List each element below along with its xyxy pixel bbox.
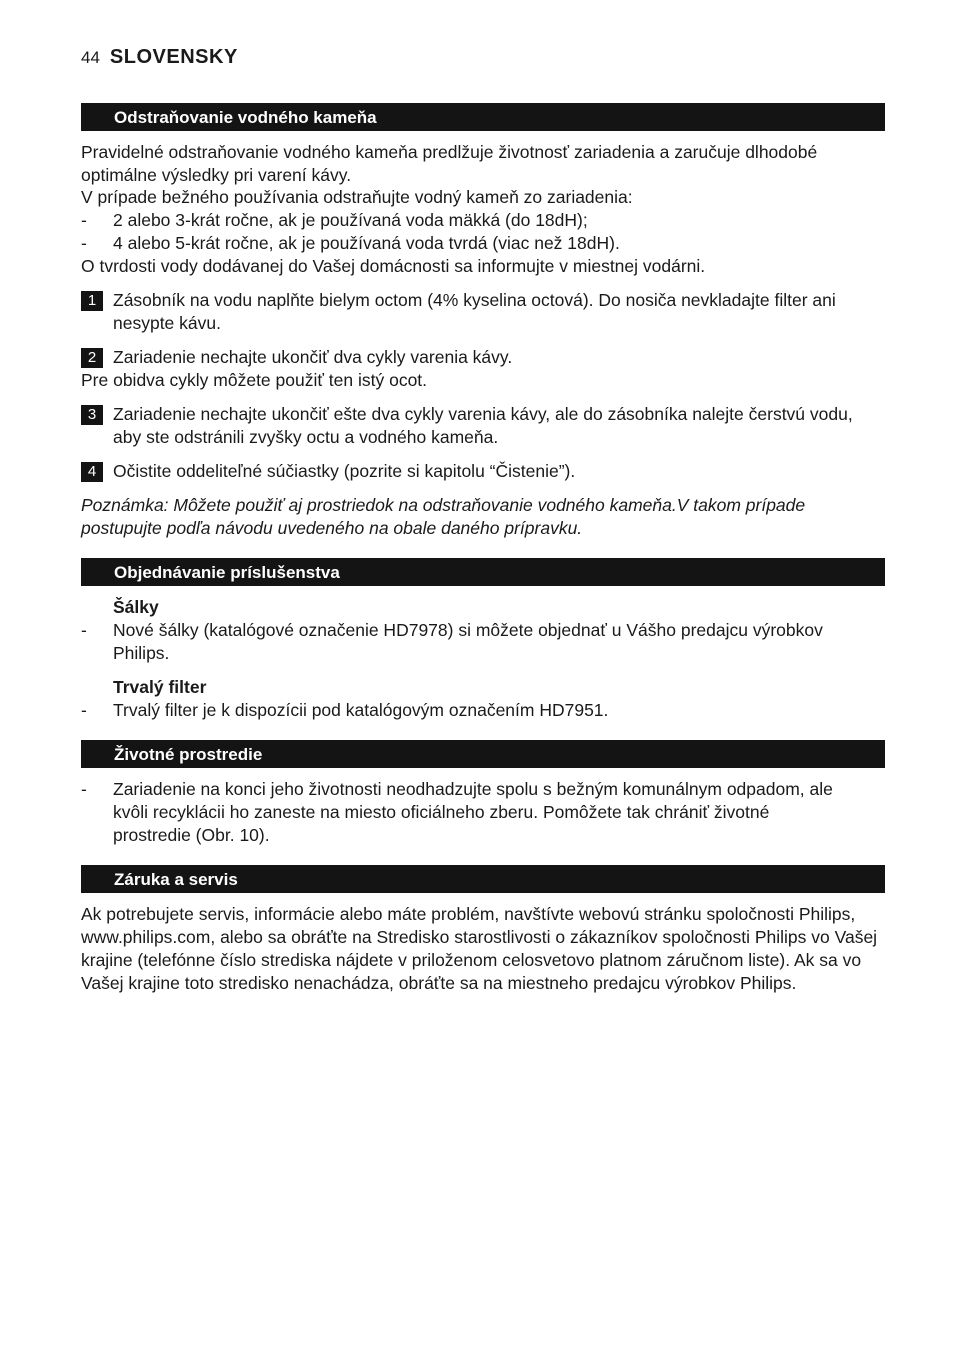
step-text: Zariadenie nechajte ukončiť ešte dva cykly varenia kávy, ale do zásobníka nalejte čerstvú vodu, aby ste odstránili zvyšky octu a vodného kameňa. <box>113 404 853 447</box>
list-item <box>81 699 891 722</box>
list-item <box>81 232 891 255</box>
step-number: 2 <box>81 348 103 368</box>
list-item-text: Nové šálky (katalógové označenie HD7978) si môžete objednať u Vášho predajcu výrobkov Philips. <box>113 620 823 663</box>
list-item <box>81 209 891 232</box>
warranty-text: Ak potrebujete servis, informácie alebo máte problém, navštívte webovú stránku spoločnosti Philips, www.philips.com, alebo sa obráťte na Stredisko starostlivosti o zákazníkov spoločnosti Philips vo Vašej krajine (telefónne číslo strediska nájdete v priloženom celosvetovo platnom záručnom liste). Ak sa vo Vašej krajine toto stredisko nenachádza, obráťte sa na miestneho predajcu výrobkov Philips. <box>81 904 878 993</box>
step-number: 1 <box>81 291 103 311</box>
step-number: 4 <box>81 462 103 482</box>
section-title-descaling: Odstraňovanie vodného kameňa <box>81 103 885 131</box>
list-item <box>81 619 871 665</box>
bullet-dash: - <box>81 620 87 640</box>
bullet-dash: - <box>81 210 87 230</box>
section-title-warranty: Záruka a servis <box>81 865 885 893</box>
step-text: Očistite oddeliteľné súčiastky (pozrite si kapitolu “Čistenie”). <box>113 461 576 481</box>
step-1 <box>81 289 891 335</box>
step-2 <box>81 346 891 369</box>
list-item-text: 4 alebo 5-krát ročne, ak je používaná voda tvrdá (viac než 18dH). <box>113 233 620 253</box>
step-text: Zásobník na vodu naplňte bielym octom (4% kyselina octová). Do nosiča nevkladajte filter ani nesypte kávu. <box>113 290 836 333</box>
descaling-note: Poznámka: Môžete použiť aj prostriedok na odstraňovanie vodného kameňa.V takom prípade postupujte podľa návodu uvedeného na obale daného prípravku. <box>81 495 806 538</box>
section-title-environment: Životné prostredie <box>81 740 885 768</box>
section-title-accessories: Objednávanie príslušenstva <box>81 558 885 586</box>
descaling-intro-3: O tvrdosti vody dodávanej do Vašej domácnosti sa informujte v miestnej vodárni. <box>81 256 706 276</box>
list-item-text: Trvalý filter je k dispozícii pod katalógovým označením HD7951. <box>113 700 609 720</box>
step-3 <box>81 403 891 449</box>
step-4 <box>81 460 891 483</box>
step-2-note: Pre obidva cykly môžete použiť ten istý ocot. <box>81 370 428 390</box>
bullet-dash: - <box>81 700 87 720</box>
language-heading: SLOVENSKY <box>109 46 238 68</box>
list-item-text: Zariadenie na konci jeho životnosti neodhadzujte spolu s bežným komunálnym odpadom, ale kvôli recyklácii ho zaneste na miesto oficiálneho zberu. Pomôžete tak chrániť životné prostredie (Obr. 10). <box>113 779 833 845</box>
bullet-dash: - <box>81 779 87 799</box>
list-item <box>81 778 841 847</box>
filter-heading: Trvalý filter <box>113 677 207 697</box>
descaling-intro-2: V prípade bežného používania odstraňujte vodný kameň zo zariadenia: <box>81 187 633 207</box>
list-item-text: 2 alebo 3-krát ročne, ak je používaná voda mäkká (do 18dH); <box>113 210 588 230</box>
page-header <box>81 46 238 69</box>
step-number: 3 <box>81 405 103 425</box>
page-number: 44 <box>81 48 100 67</box>
cups-heading: Šálky <box>113 597 159 617</box>
descaling-intro-1: Pravidelné odstraňovanie vodného kameňa predlžuje životnosť zariadenia a zaručuje dlhodobé optimálne výsledky pri varení kávy. <box>81 142 818 185</box>
bullet-dash: - <box>81 233 87 253</box>
step-text: Zariadenie nechajte ukončiť dva cykly varenia kávy. <box>113 347 513 367</box>
